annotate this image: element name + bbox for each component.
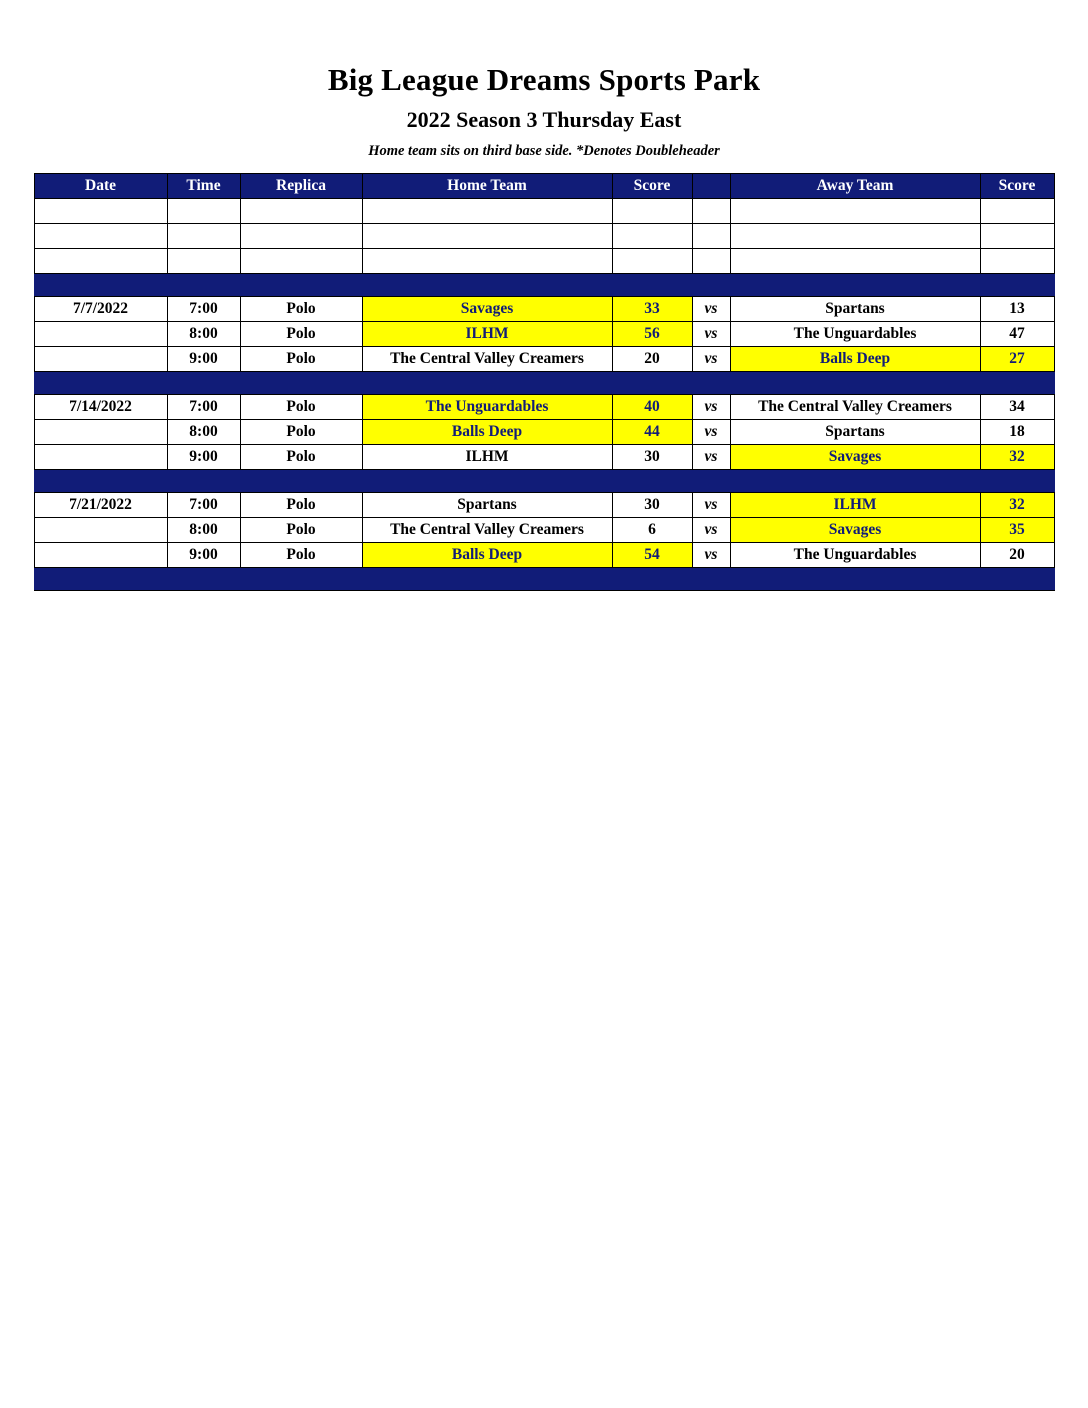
separator-cell	[240, 371, 362, 394]
separator-cell	[692, 273, 730, 296]
cell-date	[34, 542, 167, 567]
table-row-blank	[34, 248, 1054, 273]
cell-replica: Polo	[240, 444, 362, 469]
table-cell-empty	[730, 198, 980, 223]
separator-cell	[34, 273, 167, 296]
separator-cell	[730, 567, 980, 590]
cell-home-score: 30	[612, 444, 692, 469]
separator-cell	[980, 371, 1054, 394]
table-cell-empty	[980, 198, 1054, 223]
cell-vs: vs	[692, 492, 730, 517]
table-row	[34, 492, 1054, 517]
cell-vs: vs	[692, 542, 730, 567]
cell-home-team: ILHM	[362, 321, 612, 346]
cell-replica: Polo	[240, 321, 362, 346]
cell-vs: vs	[692, 296, 730, 321]
table-cell-empty	[612, 198, 692, 223]
table-cell-empty	[362, 223, 612, 248]
table-cell-empty	[167, 248, 240, 273]
cell-away-team: Savages	[730, 517, 980, 542]
cell-away-team: ILHM	[730, 492, 980, 517]
column-header-home-team: Home Team	[362, 173, 612, 198]
cell-date	[34, 321, 167, 346]
table-cell-empty	[730, 223, 980, 248]
cell-home-team: ILHM	[362, 444, 612, 469]
cell-vs: vs	[692, 419, 730, 444]
cell-away-team: The Unguardables	[730, 542, 980, 567]
column-header-replica: Replica	[240, 173, 362, 198]
separator-cell	[362, 273, 612, 296]
cell-home-score: 56	[612, 321, 692, 346]
cell-away-team: Spartans	[730, 419, 980, 444]
cell-time: 9:00	[167, 444, 240, 469]
cell-date	[34, 419, 167, 444]
table-row	[34, 321, 1054, 346]
table-row	[34, 394, 1054, 419]
table-cell-empty	[167, 223, 240, 248]
cell-home-score: 6	[612, 517, 692, 542]
table-row-separator	[34, 273, 1054, 296]
separator-cell	[34, 371, 167, 394]
table-cell-empty	[612, 248, 692, 273]
cell-home-team: Savages	[362, 296, 612, 321]
cell-time: 7:00	[167, 492, 240, 517]
cell-replica: Polo	[240, 419, 362, 444]
cell-replica: Polo	[240, 394, 362, 419]
separator-cell	[730, 273, 980, 296]
separator-cell	[362, 469, 612, 492]
cell-date: 7/21/2022	[34, 492, 167, 517]
cell-home-team: Balls Deep	[362, 419, 612, 444]
cell-home-team: The Central Valley Creamers	[362, 346, 612, 371]
cell-vs: vs	[692, 394, 730, 419]
separator-cell	[167, 371, 240, 394]
cell-home-score: 30	[612, 492, 692, 517]
table-row-blank	[34, 198, 1054, 223]
table-cell-empty	[34, 248, 167, 273]
table-cell-empty	[692, 223, 730, 248]
table-row	[34, 517, 1054, 542]
separator-cell	[980, 273, 1054, 296]
column-header-time: Time	[167, 173, 240, 198]
cell-home-score: 20	[612, 346, 692, 371]
cell-away-score: 20	[980, 542, 1054, 567]
separator-cell	[167, 469, 240, 492]
cell-replica: Polo	[240, 296, 362, 321]
separator-cell	[730, 469, 980, 492]
table-cell-empty	[692, 198, 730, 223]
separator-cell	[240, 273, 362, 296]
table-cell-empty	[980, 248, 1054, 273]
cell-replica: Polo	[240, 542, 362, 567]
separator-cell	[612, 469, 692, 492]
table-row	[34, 542, 1054, 567]
table-row-blank	[34, 223, 1054, 248]
cell-away-score: 32	[980, 444, 1054, 469]
cell-away-team: Spartans	[730, 296, 980, 321]
table-cell-empty	[362, 198, 612, 223]
cell-away-score: 47	[980, 321, 1054, 346]
cell-vs: vs	[692, 346, 730, 371]
separator-cell	[240, 567, 362, 590]
table-cell-empty	[167, 198, 240, 223]
separator-cell	[692, 371, 730, 394]
separator-cell	[362, 371, 612, 394]
cell-home-team: Balls Deep	[362, 542, 612, 567]
table-cell-empty	[240, 223, 362, 248]
schedule-table	[34, 173, 1055, 591]
separator-cell	[167, 273, 240, 296]
table-row	[34, 444, 1054, 469]
separator-cell	[612, 371, 692, 394]
table-cell-empty	[692, 248, 730, 273]
cell-home-score: 33	[612, 296, 692, 321]
separator-cell	[980, 469, 1054, 492]
cell-away-score: 18	[980, 419, 1054, 444]
table-row-separator	[34, 567, 1054, 590]
cell-date	[34, 444, 167, 469]
cell-away-score: 35	[980, 517, 1054, 542]
cell-vs: vs	[692, 444, 730, 469]
cell-time: 8:00	[167, 321, 240, 346]
cell-away-team: The Central Valley Creamers	[730, 394, 980, 419]
separator-cell	[34, 567, 167, 590]
cell-home-team: The Unguardables	[362, 394, 612, 419]
table-header-row	[34, 173, 1054, 198]
table-row-separator	[34, 469, 1054, 492]
table-cell-empty	[362, 248, 612, 273]
cell-home-score: 54	[612, 542, 692, 567]
cell-home-team: The Central Valley Creamers	[362, 517, 612, 542]
column-header-vs	[692, 173, 730, 198]
cell-home-score: 40	[612, 394, 692, 419]
separator-cell	[240, 469, 362, 492]
table-cell-empty	[34, 223, 167, 248]
separator-cell	[612, 567, 692, 590]
cell-time: 8:00	[167, 419, 240, 444]
page-subtitle: 2022 Season 3 Thursday East	[406, 106, 682, 132]
separator-cell	[34, 469, 167, 492]
table-cell-empty	[980, 223, 1054, 248]
cell-away-score: 32	[980, 492, 1054, 517]
cell-vs: vs	[692, 321, 730, 346]
column-header-date: Date	[34, 173, 167, 198]
cell-replica: Polo	[240, 517, 362, 542]
page-note: Home team sits on third base side. *Denotes Doubleheader	[368, 142, 720, 159]
table-body	[34, 198, 1054, 590]
table-cell-empty	[240, 198, 362, 223]
cell-time: 7:00	[167, 394, 240, 419]
cell-time: 7:00	[167, 296, 240, 321]
table-row-separator	[34, 371, 1054, 394]
cell-date: 7/14/2022	[34, 394, 167, 419]
cell-away-score: 34	[980, 394, 1054, 419]
separator-cell	[692, 469, 730, 492]
separator-cell	[730, 371, 980, 394]
cell-away-team: The Unguardables	[730, 321, 980, 346]
cell-time: 9:00	[167, 346, 240, 371]
cell-date: 7/7/2022	[34, 296, 167, 321]
separator-cell	[362, 567, 612, 590]
separator-cell	[167, 567, 240, 590]
cell-replica: Polo	[240, 346, 362, 371]
cell-home-score: 44	[612, 419, 692, 444]
cell-away-score: 27	[980, 346, 1054, 371]
cell-replica: Polo	[240, 492, 362, 517]
separator-cell	[612, 273, 692, 296]
table-cell-empty	[240, 248, 362, 273]
cell-time: 9:00	[167, 542, 240, 567]
cell-vs: vs	[692, 517, 730, 542]
table-cell-empty	[612, 223, 692, 248]
separator-cell	[980, 567, 1054, 590]
cell-away-team: Balls Deep	[730, 346, 980, 371]
table-row	[34, 419, 1054, 444]
cell-home-team: Spartans	[362, 492, 612, 517]
table-row	[34, 346, 1054, 371]
table-row	[34, 296, 1054, 321]
column-header-home-score: Score	[612, 173, 692, 198]
cell-time: 8:00	[167, 517, 240, 542]
column-header-away-score: Score	[980, 173, 1054, 198]
page-title: Big League Dreams Sports Park	[327, 62, 761, 97]
column-header-away-team: Away Team	[730, 173, 980, 198]
cell-date	[34, 517, 167, 542]
cell-away-team: Savages	[730, 444, 980, 469]
cell-date	[34, 346, 167, 371]
table-cell-empty	[730, 248, 980, 273]
cell-away-score: 13	[980, 296, 1054, 321]
separator-cell	[692, 567, 730, 590]
table-cell-empty	[34, 198, 167, 223]
